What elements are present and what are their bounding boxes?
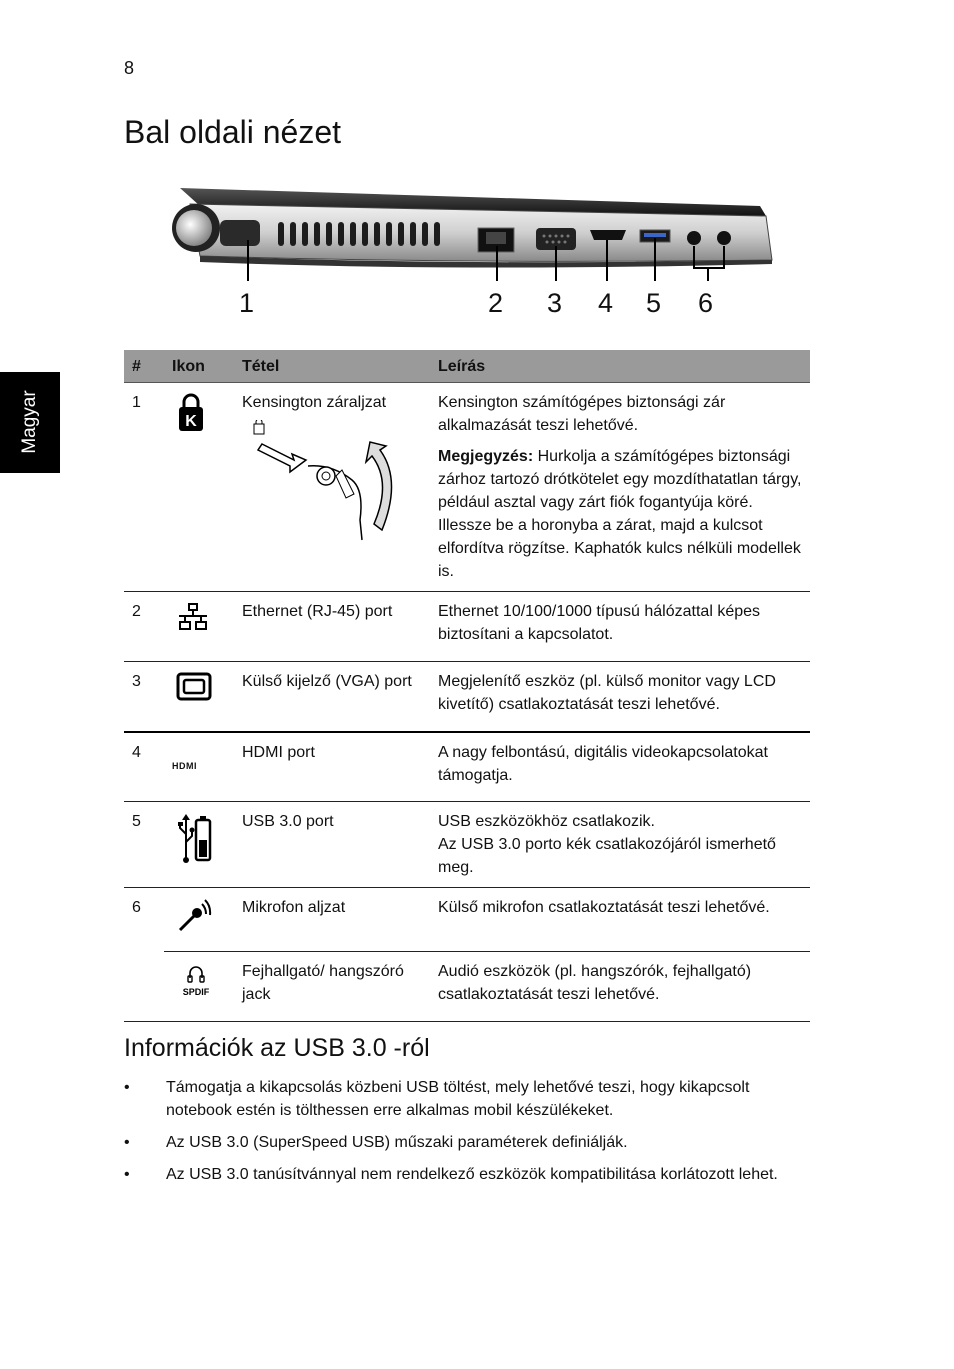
- row-note: [438, 445, 802, 583]
- table-row: [124, 592, 810, 662]
- row-item: Mikrofon aljzat: [234, 888, 430, 952]
- table-row: [124, 952, 810, 1022]
- spdif-label: SPDIF: [182, 987, 210, 997]
- table-row: [124, 802, 810, 888]
- kensington-lock-diagram: [242, 420, 402, 545]
- list-item-text: Az USB 3.0 (SuperSpeed USB) műszaki paraméterek definiálják.: [166, 1134, 628, 1151]
- page-title: Bal oldali nézet: [124, 114, 342, 150]
- list-item: [124, 1076, 810, 1122]
- row-description: USB eszközökhöz csatlakozik.: [438, 813, 655, 830]
- language-tab-label: Magyar: [19, 390, 40, 454]
- note-text: Hurkolja a számítógépes biztonsági zárhoz tartozó drótkötelet egy mozdíthatatlan tárgy, például asztal vagy zárt fiók fogantyúja köré. Illessze be a horonyba a zárat, majd a kulcsot elfordítva rögzítse. Kaphatók kulcs nélküli modellek is.: [438, 448, 802, 580]
- row-item: Kensington záraljzat: [242, 394, 387, 411]
- row-description: Ethernet 10/100/1000 típusú hálózattal képes biztosítani a kapcsolatot.: [430, 592, 810, 662]
- bullet: •: [124, 1134, 130, 1151]
- list-item-text: Támogatja a kikapcsolás közbeni USB töltést, mely lehetővé teszi, hogy kikapcsolt notebook estén is tölthessen erre alkalmas mobil készülékeket.: [166, 1079, 750, 1119]
- laptop-left-side-illustration: [160, 176, 780, 281]
- row-description: Audió eszközök (pl. hangszórók, fejhallgató) csatlakoztatását teszi lehetővé.: [430, 952, 810, 1022]
- usb-info-list: [124, 1076, 810, 1195]
- svg-text:K: K: [185, 413, 197, 430]
- row-item: Ethernet (RJ-45) port: [234, 592, 430, 662]
- section-title: Információk az USB 3.0 -ról: [124, 1034, 430, 1062]
- header-icon: Ikon: [164, 350, 234, 383]
- row-number: [124, 952, 164, 1022]
- row-description-2: Az USB 3.0 porto kék csatlakozójáról ismerhető meg.: [438, 836, 776, 876]
- callout-4: 4: [598, 288, 614, 318]
- microphone-icon: [176, 898, 212, 934]
- header-description: Leírás: [430, 350, 810, 383]
- callout-1: 1: [239, 288, 255, 318]
- row-number: 2: [124, 592, 164, 662]
- callout-6: 6: [698, 288, 714, 318]
- bullet: •: [124, 1079, 130, 1096]
- hdmi-icon: HDMI: [172, 760, 197, 771]
- row-number: 3: [124, 662, 164, 732]
- list-item: [124, 1163, 810, 1186]
- row-description: Megjelenítő eszköz (pl. külső monitor vagy LCD kivetítő) csatlakoztatását teszi lehetővé.: [430, 662, 810, 732]
- header-number: #: [124, 350, 164, 383]
- row-number: 4: [124, 732, 164, 802]
- language-tab: [0, 372, 60, 473]
- bullet: •: [124, 1166, 130, 1183]
- table-row: [124, 732, 810, 802]
- row-number: 5: [124, 802, 164, 888]
- table-row: [124, 383, 810, 592]
- row-number: 1: [124, 383, 164, 592]
- row-description: Kensington számítógépes biztonsági zár alkalmazását teszi lehetővé.: [438, 394, 726, 434]
- ethernet-icon: [176, 602, 210, 632]
- row-item: HDMI port: [234, 732, 430, 802]
- callout-2: 2: [488, 288, 504, 318]
- row-item: Fejhallgató/ hangszóró jack: [234, 952, 430, 1022]
- callout-5: 5: [646, 288, 662, 318]
- row-description: Külső mikrofon csatlakoztatását teszi lehetővé.: [430, 888, 810, 952]
- headphone-spdif-icon: [176, 962, 216, 998]
- table-row: [124, 662, 810, 732]
- row-number: 6: [124, 888, 164, 952]
- callout-3: 3: [547, 288, 563, 318]
- table-header-row: [124, 350, 810, 383]
- kensington-lock-icon: [176, 393, 206, 433]
- row-description: A nagy felbontású, digitális videokapcsolatokat támogatja.: [430, 732, 810, 802]
- note-label: Megjegyzés:: [438, 448, 534, 465]
- list-item: [124, 1131, 810, 1154]
- header-item: Tétel: [234, 350, 430, 383]
- vga-icon: [176, 672, 212, 702]
- list-item-text: Az USB 3.0 tanúsítvánnyal nem rendelkező eszközök kompatibilitása korlátozott lehet.: [166, 1166, 778, 1183]
- page-number: 8: [124, 58, 135, 78]
- row-item: USB 3.0 port: [234, 802, 430, 888]
- ports-table: [124, 350, 810, 1022]
- table-row: [124, 888, 810, 952]
- usb-charge-icon: [176, 812, 214, 864]
- row-item: Külső kijelző (VGA) port: [234, 662, 430, 732]
